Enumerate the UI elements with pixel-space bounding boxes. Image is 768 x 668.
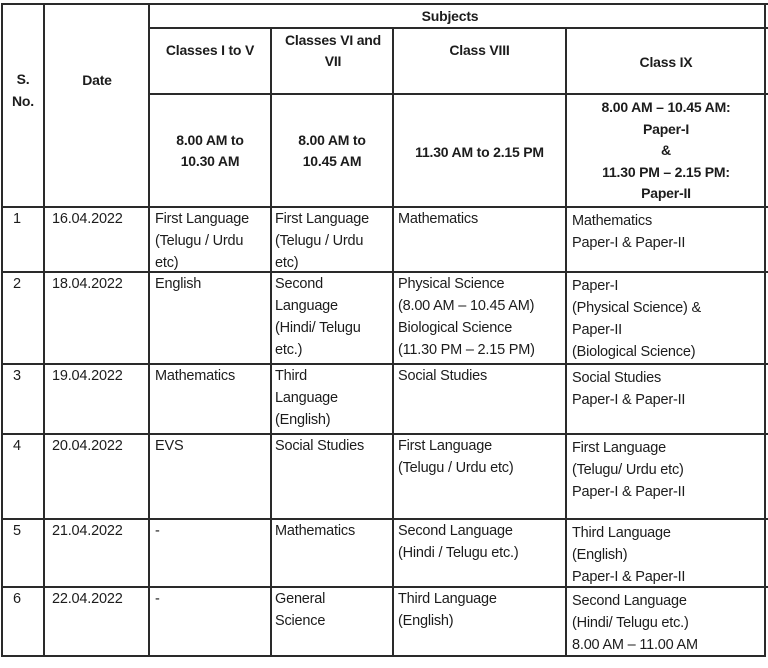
header-subjects: Subjects (421, 8, 479, 24)
cell-subject (155, 520, 269, 542)
cell-date: 18.04.2022 (52, 276, 123, 292)
cell-sno: 5 (13, 523, 21, 539)
cell-subject (155, 588, 269, 610)
cell-line: English (155, 276, 202, 292)
cell-line: - (155, 523, 160, 539)
time-line: Paper-I (642, 120, 690, 137)
cell-line: (Hindi / Telugu etc.) (398, 545, 519, 561)
time-class-9 (568, 97, 764, 205)
cell-line: (Biological Science) (572, 344, 696, 360)
cell-sno: 2 (13, 276, 21, 292)
cell-line: Paper-I (572, 278, 619, 294)
time-classes-1-5: 8.00 AM to 10.30 AM (176, 132, 244, 169)
cell-line: Third Language (398, 591, 497, 607)
time-classes-6-7: 8.00 AM to 10.45 AM (298, 132, 366, 169)
cell-line: Third (275, 368, 308, 384)
cell-subject (155, 273, 269, 295)
cell-line: (English) (398, 613, 454, 629)
time-line: 8.00 AM – 10.45 AM: (601, 99, 731, 115)
cell-line: First Language (572, 440, 666, 456)
cell-subject (155, 435, 269, 457)
cell-date: 22.04.2022 (52, 591, 123, 607)
cell-line: Social Studies (275, 438, 365, 454)
cell-line: First Language (155, 211, 249, 227)
cell-date: 20.04.2022 (52, 438, 123, 454)
cell-line: Science (275, 613, 326, 629)
cell-subject (398, 273, 564, 361)
cell-subject (275, 520, 391, 542)
cell-sno: 1 (13, 211, 21, 227)
cell-subject (572, 522, 762, 588)
cell-line: Social Studies (398, 368, 488, 384)
cell-line: - (155, 591, 160, 607)
header-date: Date (82, 72, 112, 88)
cell-line: Mathematics (398, 211, 478, 227)
cell-line: EVS (155, 438, 184, 454)
cell-line: Mathematics (275, 523, 355, 539)
cell-subject (275, 588, 391, 632)
cell-line: (Telugu / Urdu (155, 233, 244, 249)
cell-line: Paper-I & Paper-II (572, 235, 686, 251)
cell-sno: 4 (13, 438, 21, 454)
cell-subject (398, 520, 564, 564)
cell-date: 19.04.2022 (52, 368, 123, 384)
cell-line: Paper-I & Paper-II (572, 484, 686, 500)
cell-subject (398, 435, 564, 479)
cell-line: Paper-I & Paper-II (572, 569, 686, 585)
time-line: 11.30 PM – 2.15 PM: (602, 163, 730, 180)
cell-line: (Hindi/ Telugu (275, 320, 361, 336)
cell-line: Paper-I & Paper-II (572, 392, 686, 408)
cell-line: First Language (275, 211, 369, 227)
cell-line: Second Language (398, 523, 513, 539)
cell-date: 16.04.2022 (52, 211, 123, 227)
cell-line: (11.30 PM – 2.15 PM) (398, 342, 535, 358)
time-line: Paper-II (641, 185, 691, 201)
cell-line: (English) (572, 547, 628, 563)
cell-line: Mathematics (155, 368, 235, 384)
cell-line: General (275, 591, 326, 607)
cell-subject (572, 367, 762, 411)
cell-line: Language (275, 298, 338, 314)
cell-subject (155, 208, 269, 274)
cell-line: Paper-II (572, 322, 622, 338)
header-class-9: Class IX (639, 54, 693, 70)
cell-line: Mathematics (572, 213, 652, 229)
cell-sno: 3 (13, 368, 21, 384)
cell-subject (398, 365, 564, 387)
cell-subject (275, 273, 391, 361)
cell-subject (572, 275, 762, 363)
cell-line: etc) (275, 255, 299, 271)
cell-subject (398, 588, 564, 632)
cell-line: (Telugu / Urdu etc) (398, 460, 514, 476)
cell-subject (275, 208, 391, 274)
cell-subject (572, 590, 762, 656)
header-sno: S. No. (12, 71, 34, 109)
cell-line: Third Language (572, 525, 671, 541)
time-line: & (661, 142, 671, 158)
cell-line: etc.) (275, 342, 303, 358)
cell-subject (155, 365, 269, 387)
cell-date: 21.04.2022 (52, 523, 123, 539)
cell-line: Social Studies (572, 370, 662, 386)
cell-sno: 6 (13, 591, 21, 607)
cell-line: Physical Science (398, 276, 505, 292)
cell-line: etc) (155, 255, 179, 271)
cell-line: (Physical Science) & (572, 300, 701, 316)
cell-line: (English) (275, 412, 331, 428)
cell-line: Language (275, 390, 338, 406)
cell-line: Biological Science (398, 320, 513, 336)
cell-subject (275, 365, 391, 431)
cell-line: (Hindi/ Telugu etc.) (572, 615, 689, 631)
cell-line: Second Language (572, 593, 687, 609)
cell-line: First Language (398, 438, 492, 454)
header-classes-1-5: Classes I to V (165, 42, 255, 58)
cell-subject (398, 208, 564, 230)
cell-line: (8.00 AM – 10.45 AM) (398, 298, 535, 314)
cell-line: Second (275, 276, 323, 292)
header-class-8: Class VIII (449, 42, 510, 58)
cell-line: 8.00 AM – 11.00 AM (572, 637, 698, 653)
cell-line: (Telugu / Urdu (275, 233, 364, 249)
time-class-8: 11.30 AM to 2.15 PM (415, 144, 544, 160)
cell-line: (Telugu/ Urdu etc) (572, 462, 684, 478)
cell-subject (572, 210, 762, 254)
cell-subject (572, 437, 762, 503)
header-classes-6-7: Classes VI and VII (284, 32, 382, 69)
cell-subject (275, 435, 391, 457)
